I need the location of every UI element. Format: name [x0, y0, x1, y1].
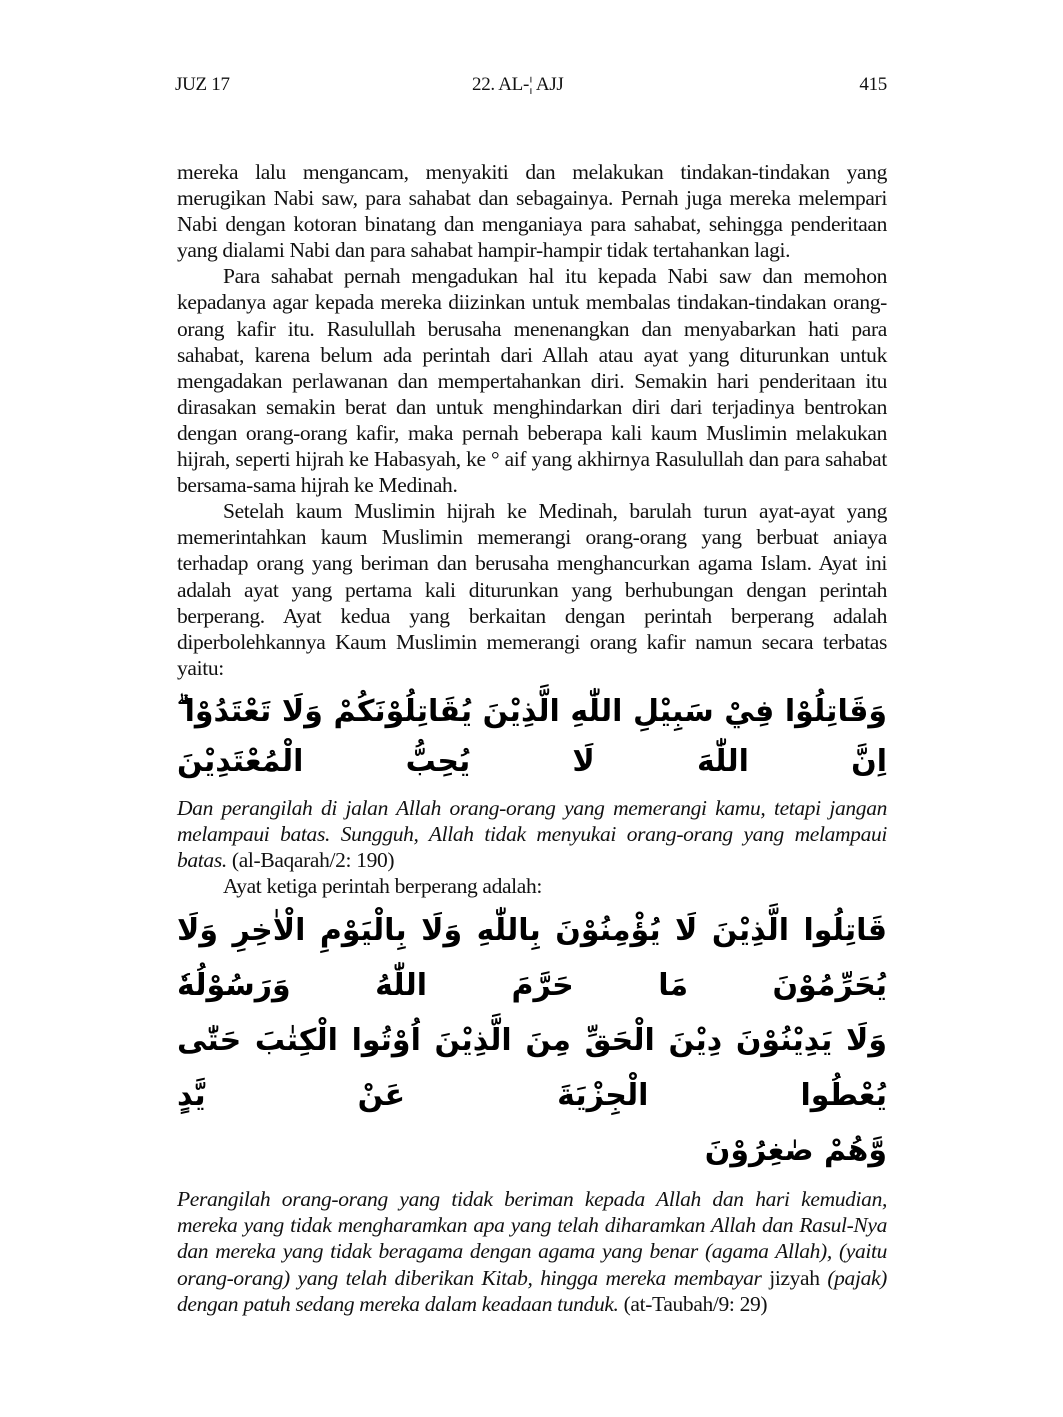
verse-arabic-line: قَاتِلُوا الَّذِيْنَ لَا يُؤْمِنُوْنَ بِاللّٰهِ وَلَا بِالْيَوْمِ الْاٰخِرِ وَلَا يُحَرِّمُوْنَ مَا حَرَّمَ اللّٰهُ وَرَسُوْلُهٗ	[177, 913, 887, 1004]
page-number: 415	[859, 74, 887, 95]
translation-text: (pajak) dengan patuh sedang mereka dalam keadaan tunduk.	[177, 1265, 887, 1316]
running-header	[175, 74, 887, 102]
page-body	[177, 159, 887, 1317]
surah-title: 22. AL-¦ AJJ	[472, 74, 564, 95]
paragraph-2: Para sahabat pernah mengadukan hal itu kepada Nabi saw dan memohon kepadanya agar kepada mereka diizinkan untuk membalas tindakan-tindakan orang-orang kafir itu. Rasulullah berusaha menenangkan dan menyabarkan hati para sahabat, karena belum ada perintah dari Allah atau ayat yang diturunkan untuk mengadakan perlawanan dan mempertahankan diri. Semakin hari penderitaan itu dirasakan semakin berat dan untuk menghindarkan diri dari terjadinya bentrokan dengan orang-orang kafir, maka pernah beberapa kali kaum Muslimin melakukan hijrah, seperti hijrah ke Habasyah, ke ° aif yang akhirnya Rasulullah dan para sahabat bersama-sama hijrah ke Medinah.	[177, 264, 887, 498]
paragraph-4: Ayat ketiga perintah berperang adalah:	[223, 874, 543, 899]
verse-translation-at-taubah-29	[177, 1186, 887, 1316]
paragraph-3: Setelah kaum Muslimin hijrah ke Medinah, barulah turun ayat-ayat yang memerintahkan kaum Muslimin memerangi orang-orang yang berbuat aniaya terhadap orang yang beriman dan berusaha menghancurkan agama Islam. Ayat ini adalah ayat yang pertama kali diturunkan yang berhubungan dengan perintah berperang. Ayat kedua yang berkaitan dengan perintah berperang adalah diperbolehkannya Kaum Muslimin memerangi orang kafir namun secara terbatas yaitu:	[177, 499, 887, 680]
translation-text: Perangilah orang-orang yang tidak beriman kepada Allah dan hari kemudian, mereka yang tidak mengharamkan apa yang telah diharamkan Allah dan Rasul-Nya dan mereka yang tidak beragama dengan agama yang benar (agama Allah), (yaitu orang-orang) yang telah diberikan Kitab, hingga mereka membayar	[177, 1187, 887, 1290]
verse-reference: (al-Baqarah/2: 190)	[231, 848, 395, 873]
juz-label: JUZ 17	[175, 74, 230, 95]
verse-arabic-al-baqarah-190: وَقَاتِلُوْا فِيْ سَبِيْلِ اللّٰهِ الَّذِيْنَ يُقَاتِلُوْنَكُمْ وَلَا تَعْتَدُوْا ۗ اِنَّ اللّٰهَ لَا يُحِبُّ الْمُعْتَدِيْنَ	[177, 693, 887, 779]
translation-text: Dan perangilah di jalan Allah orang-orang yang memerangi kamu, tetapi jangan melampaui batas. Sungguh, Allah tidak menyukai orang-orang yang melampaui batas.	[177, 795, 887, 873]
verse-reference: (at-Taubah/9: 29)	[623, 1291, 768, 1316]
verse-translation-al-baqarah-190	[177, 795, 887, 873]
verse-arabic-line: وَلَا يَدِيْنُوْنَ دِيْنَ الْحَقِّ مِنَ الَّذِيْنَ اُوْتُوا الْكِتٰبَ حَتّٰى يُعْطُوا الْجِزْيَةَ عَنْ يَّدٍ	[177, 1023, 887, 1114]
translation-term: jizyah	[769, 1265, 820, 1290]
verse-arabic-line: وَّهُمْ صٰغِرُوْنَ	[704, 1133, 887, 1169]
paragraph-1: mereka lalu mengancam, menyakiti dan melakukan tindakan-tindakan yang merugikan Nabi saw, para sahabat dan sebagainya. Pernah juga mereka melempari Nabi dengan kotoran binatang dan menganiaya para sahabat, sehingga penderitaan yang dialami Nabi dan para sahabat hampir-hampir tidak tertahankan lagi.	[177, 160, 887, 263]
verse-arabic-at-taubah-29	[177, 903, 887, 1178]
